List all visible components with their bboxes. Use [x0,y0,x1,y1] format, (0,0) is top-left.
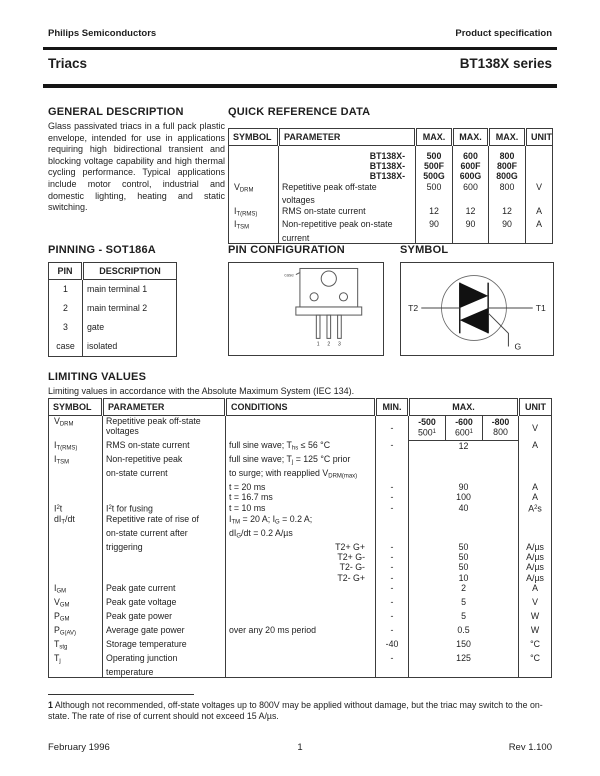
footnote-text: Although not recommended, off-state voltages up to 800V may be applied without damage, but the triac may switch to the on-state. The rate of rise of current should not exceed 15 A/µs. [48,700,543,721]
cell [526,195,553,205]
cell [103,552,226,562]
column-header: MAX. [409,399,519,416]
table-row [49,528,552,542]
cell: BT138X- [279,161,416,171]
cell: $T_j$ [54,652,61,665]
header-rule [43,84,557,88]
cell: over any 20 ms period [226,625,376,639]
table-row [229,161,553,171]
table-row [49,454,552,468]
cell [519,454,552,468]
cell [49,552,103,562]
cell [376,468,409,482]
cell: 800G [489,171,526,181]
cell: Peak gate power [103,611,226,625]
footer-date: February 1996 [48,742,110,753]
cell [103,562,226,572]
cell: voltages [279,195,416,205]
column-header: MIN. [376,399,409,416]
footnote-marker: 1 [48,700,53,710]
column-header: PARAMETER [103,399,226,416]
cell: 600F [453,161,489,171]
cell: 600 [453,182,489,196]
cell [49,468,103,482]
cell: $I_{GM}$ [54,583,67,595]
table-row [229,195,553,205]
column-header: DESCRIPTION [83,263,177,280]
footnote-rule [48,694,194,695]
cell [489,233,526,244]
page-footer [48,742,552,756]
quick-reference-table-body [229,146,553,244]
cell: Non-repetitive peak on-state [279,219,416,233]
cell: full sine wave; $T_j = 125$ °C prior [226,454,376,468]
column-header: SYMBOL [49,399,103,416]
table-row [49,552,552,562]
cell [489,195,526,205]
cell: 2 [409,583,519,597]
pin-label-3: 3 [338,341,341,348]
table-row [49,416,552,441]
limiting-values-table-body [49,416,552,678]
product-family-title: Triacs [48,56,88,71]
cell [409,468,519,482]
cell [453,233,489,244]
cell: 12 [489,206,526,220]
cell [526,233,553,244]
cell [409,454,519,468]
cell [409,528,519,542]
cell: -40 [376,639,409,653]
table-row [49,280,177,300]
cell: 600 [453,146,489,162]
cell: on-state current after [103,528,226,542]
cell: Repetitive peak off-state voltages [103,416,226,441]
column-header: PARAMETER [279,129,416,146]
cell [453,195,489,205]
cell: main terminal 1 [83,280,177,300]
table-row [49,337,177,357]
cell: - [376,416,409,441]
table-row [49,653,552,667]
column-header: UNIT [526,129,553,146]
cell [229,195,279,205]
cell [226,653,376,667]
cell: $P_{G(AV)}$ [54,624,77,637]
cell: 500G [416,171,453,181]
table-row [49,503,552,514]
column-header: CONDITIONS [226,399,376,416]
cell: 90 [416,219,453,233]
cell [226,611,376,625]
cell: 100 [409,492,519,502]
cell: 50 [409,542,519,552]
cell: - [376,653,409,667]
table-row [49,542,552,552]
cell: W [519,611,552,625]
cell: 500 [416,146,453,162]
cell: 500 [416,182,453,196]
cell: 0.5 [409,625,519,639]
pin-label-2: 2 [327,341,331,348]
case-label: case [284,272,294,278]
table-row [49,639,552,653]
cell: isolated [83,337,177,357]
cell: - [376,542,409,552]
cell: - [376,611,409,625]
pinning-heading: PINNING - SOT186A [48,244,156,256]
table-row [49,611,552,625]
general-description-heading: GENERAL DESCRIPTION [48,106,184,118]
column-header: MAX. [489,129,526,146]
pin-label-1: 1 [316,341,320,348]
cell [226,667,376,678]
cell: $A^2s$ [519,503,552,514]
cell [49,492,103,502]
table-row [49,468,552,482]
cell: -500 $500^1$ [409,416,446,441]
cell: 5 [409,611,519,625]
cell: Non-repetitive peak [103,454,226,468]
cell: 90 [409,482,519,492]
cell: 90 [489,219,526,233]
cell: 800 [489,182,526,196]
table-row [49,667,552,678]
header-row [49,263,177,280]
cell [526,171,553,181]
cell [49,482,103,492]
cell: t = 20 ms [226,482,376,492]
footnote [48,700,554,722]
cell: $I_{T(RMS)}$ [54,440,78,452]
package-drawing-icon [229,263,383,355]
cell [49,542,103,552]
cell [49,573,103,583]
cell [416,233,453,244]
cell: T2+ G- [226,552,376,562]
cell: RMS on-state current [279,206,416,220]
table-row [49,562,552,572]
cell: T2+ G+ [226,542,376,552]
cell [519,468,552,482]
cell: 1 [63,284,68,294]
tab-hole-icon [339,293,347,301]
footer-revision: Rev 1.100 [508,742,552,753]
cell: 5 [409,597,519,611]
pin-leg [338,315,342,338]
t2-label: T2 [408,303,419,314]
cell: - [376,492,409,502]
cell: A/µs [519,573,552,583]
table-row [49,583,552,597]
case-pointer-line [296,273,300,275]
cell: A [526,206,553,220]
cell: $V_{DRM}$ [54,416,74,428]
cell: T2- G- [226,562,376,572]
cell: -600 $600^1$ [446,416,483,441]
symbol-heading: SYMBOL [400,244,449,256]
cell: A/µs [519,542,552,552]
cell: 40 [409,503,519,514]
gate-label: G [514,341,522,352]
cell: gate [83,318,177,337]
cell [103,482,226,492]
package-tab [300,268,358,307]
series-title: BT138X series [459,56,552,71]
cell: current [279,233,416,244]
column-header: PIN [49,263,83,280]
cell [229,171,279,181]
cell [103,492,226,502]
cell: 12 [453,206,489,220]
vendor-name: Philips Semiconductors [48,28,157,39]
cell: $dI_T/dt$ [54,513,75,526]
header-row [229,129,553,146]
pin-configuration-heading: PIN CONFIGURATION [228,244,345,256]
footer-page-number: 1 [297,742,303,753]
cell: 90 [453,219,489,233]
cell [376,667,409,678]
cell: $T_{stg}$ [54,638,68,651]
cell: Repetitive rate of rise of [103,514,226,528]
cell [519,667,552,678]
cell [376,528,409,542]
cell: $I^2t$ for fusing [103,503,226,514]
cell: $I_{T(RMS)}$ [234,205,258,217]
cell: - [376,583,409,597]
cell [416,195,453,205]
cell: A [519,492,552,502]
quick-reference-table [228,128,553,244]
limiting-values-table-head [49,399,552,416]
triac-symbol-icon [401,263,553,355]
cell [226,583,376,597]
mounting-hole-icon [321,271,336,286]
cell: 50 [409,552,519,562]
cell: 12 [409,440,519,454]
cell: -800 800 [483,416,519,441]
cell: T2- G+ [226,573,376,583]
pin-leg [327,315,331,338]
cell: 50 [409,562,519,572]
package-body [296,307,362,315]
cell: - [376,552,409,562]
cell: 2 [63,303,68,313]
cell: RMS on-state current [103,440,226,454]
cell: A/µs [519,562,552,572]
limiting-values-subtitle: Limiting values in accordance with the Absolute Maximum System (IEC 134). [48,386,355,396]
table-row [49,597,552,611]
pin-configuration-box [228,262,384,356]
column-header: MAX. [416,129,453,146]
cell [229,233,279,244]
cell: - [376,597,409,611]
column-header: UNIT [519,399,552,416]
table-row [49,492,552,502]
cell: 12 [416,206,453,220]
table-row [229,219,553,233]
pinning-table-body [49,280,177,357]
cell: - [376,503,409,514]
cell: 3 [63,322,68,332]
cell: Peak gate current [103,583,226,597]
symbol-box [400,262,554,356]
t1-label: T1 [535,303,546,314]
cell [526,146,553,162]
cell [103,573,226,583]
cell: 150 [409,639,519,653]
cell: BT138X- [279,146,416,162]
quick-reference-table-head [229,129,553,146]
cell [49,528,103,542]
cell: $dI_G/dt = 0.2$ A/µs [226,528,376,542]
cell: 800 [489,146,526,162]
cell: - [376,562,409,572]
general-description-text: Glass passivated triacs in a full pack plastic envelope, intended for use in applications requiring high bidirectional transient and blocking voltage capability and high thermal cycling performance. Typical applications include motor control, industrial and domestic lighting, heating and static switching. [48,121,225,213]
cell [519,528,552,542]
cell: Operating junction [103,653,226,667]
column-header: SYMBOL [229,129,279,146]
cell: W [519,625,552,639]
cell: temperature [103,667,226,678]
table-row [49,625,552,639]
cell: V [519,416,552,441]
table-row [49,318,177,337]
cell: $I^2t$ [54,503,63,514]
cell: 10 [409,573,519,583]
limiting-values-table [48,398,552,678]
cell: 125 [409,653,519,667]
cell: t = 16.7 ms [226,492,376,502]
table-row [49,482,552,492]
table-row [229,233,553,244]
pinning-table-head [49,263,177,280]
cell [49,562,103,572]
cell [519,514,552,528]
table-row [49,573,552,583]
cell: 600G [453,171,489,181]
table-row [229,171,553,181]
cell [376,514,409,528]
cell: $V_{DRM}$ [234,181,254,194]
cell: A [526,219,553,233]
cell: $I_{TSM}$ [234,219,250,231]
cell: °C [519,653,552,667]
table-row [229,206,553,220]
cell: - [376,440,409,454]
cell: BT138X- [279,171,416,181]
cell: Storage temperature [103,639,226,653]
cell: A [519,583,552,597]
table-row [49,440,552,454]
cell: - [376,625,409,639]
header-row [49,399,552,416]
cell: case [56,341,75,351]
cell [409,667,519,678]
pin-leg [316,315,320,338]
cell: °C [519,639,552,653]
spec-type-label: Product specification [455,28,552,39]
cell: on-state current [103,468,226,482]
cell: Repetitive peak off-state [279,182,416,196]
cell: V [526,182,553,196]
pinning-table [48,262,177,357]
cell: A/µs [519,552,552,562]
cell [49,667,103,678]
table-row [229,146,553,162]
table-row [49,299,177,318]
cell: $I_{TM} = 20$ A; $I_G = 0.2$ A; [226,514,376,528]
cell: t = 10 ms [226,503,376,514]
cell: $V_{GM}$ [54,597,70,609]
tab-hole-icon [310,293,318,301]
cell [226,639,376,653]
cell: A [519,440,552,454]
cell [376,454,409,468]
cell: Peak gate voltage [103,597,226,611]
cell: V [519,597,552,611]
cell [409,514,519,528]
quick-reference-heading: QUICK REFERENCE DATA [228,106,371,118]
triac-triangle-lower [460,308,488,333]
header-rule [43,47,557,50]
cell: 800F [489,161,526,171]
cell: 500F [416,161,453,171]
pin-number-labels [317,341,341,347]
cell: Average gate power [103,625,226,639]
cell: main terminal 2 [83,299,177,318]
limiting-values-heading: LIMITING VALUES [48,371,147,383]
cell [229,161,279,171]
cell: - [376,573,409,583]
cell [226,597,376,611]
cell: - [376,482,409,492]
cell [526,161,553,171]
column-header: MAX. [453,129,489,146]
cell: A [519,482,552,492]
triac-triangle-upper [460,283,488,308]
table-row [229,182,553,196]
cell: to surge; with reapplied $V_{DRM(max)}$ [226,468,376,482]
cell [229,146,279,162]
cell [226,416,376,441]
cell: $I_{TSM}$ [54,454,70,466]
cell: full sine wave; $T_{hs} \le 56$ °C [226,440,376,454]
cell: $P_{GM}$ [54,610,70,623]
table-row [49,514,552,528]
cell: triggering [103,542,226,552]
